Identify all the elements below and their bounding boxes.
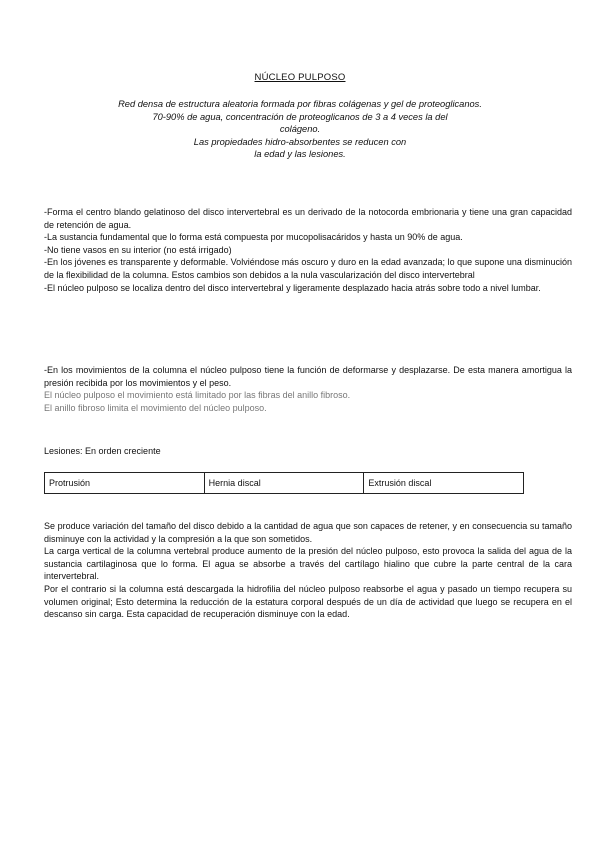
abstract bbox=[90, 98, 510, 161]
lesion-cell: Hernia discal bbox=[205, 473, 365, 493]
paragraph: Por el contrario si la columna está descargada la hidrofilia del núcleo pulposo reabsorbe el agua y pasado un tiempo recupera su volumen original; Esto determina la reducción de la estatura corporal después de un día de actividad que luego se recupera en el descanso sin carga. Esta capacidad de recuperación disminuye con la edad. bbox=[44, 583, 572, 620]
lesion-cell: Protrusión bbox=[45, 473, 205, 493]
paragraph: -Forma el centro blando gelatinoso del disco intervertebral es un derivado de la notocorda embrionaria y tiene una gran capacidad de retención de agua. bbox=[44, 207, 572, 230]
paragraph: -La sustancia fundamental que lo forma está compuesta por mucopolisacáridos y hasta un 90% de agua. bbox=[44, 232, 463, 243]
paragraph: -En los jóvenes es transparente y deformable. Volviéndose más oscuro y duro en la edad avanzada; lo que supone una disminución de la flexibilidad de la columna. Estos cambios son debidos a la nula vascularización del disco intervertebral bbox=[44, 257, 572, 280]
lesion-cell: Extrusión discal bbox=[368, 478, 432, 488]
abstract-line: colágeno. bbox=[279, 124, 321, 135]
lesiones-table bbox=[44, 472, 524, 494]
grey-note: El anillo fibroso limita el movimiento del núcleo pulposo. bbox=[44, 402, 267, 413]
characteristics-section bbox=[44, 206, 572, 294]
function-section bbox=[44, 364, 572, 414]
abstract-line: 70-90% de agua, concentración de proteoglicanos de 3 a 4 veces la del bbox=[152, 111, 448, 122]
abstract-line: Red densa de estructura aleatoria formada por fibras colágenas y gel de proteoglicanos. bbox=[118, 99, 482, 109]
paragraph: La carga vertical de la columna vertebral produce aumento de la presión del núcleo pulposo, esto provoca la salida del agua de la sustancia cartilaginosa que lo forma. El agua se absorbe a través del cartílago hialino que cubre la parte central de la cara intervertebral. bbox=[44, 546, 572, 582]
lesiones-label: Lesiones: En orden creciente bbox=[44, 446, 161, 456]
page-title: NÚCLEO PULPOSO bbox=[254, 72, 346, 83]
paragraph: -En los movimientos de la columna el núcleo pulposo tiene la función de deformarse y desplazarse. De esta manera amortigua la presión recibida por los movimientos y el peso. bbox=[44, 365, 572, 388]
grey-note: El núcleo pulposo el movimiento está limitado por las fibras del anillo fibroso. bbox=[44, 390, 351, 401]
paragraph: -No tiene vasos en su interior (no está irrigado) bbox=[44, 244, 232, 255]
paragraph: Se produce variación del tamaño del disco debido a la cantidad de agua que son capaces de retener, y en consecuencia su tamaño disminuye con la actividad y la compresión a la que son sometidos. bbox=[44, 521, 572, 544]
abstract-line: la edad y las lesiones. bbox=[254, 149, 346, 160]
abstract-line: Las propiedades hidro-absorbentes se reducen con bbox=[193, 136, 407, 147]
paragraph: -El núcleo pulposo se localiza dentro del disco intervertebral y ligeramente desplazado hacia atrás sobre todo a nivel lumbar. bbox=[44, 282, 541, 293]
volume-section bbox=[44, 520, 572, 621]
